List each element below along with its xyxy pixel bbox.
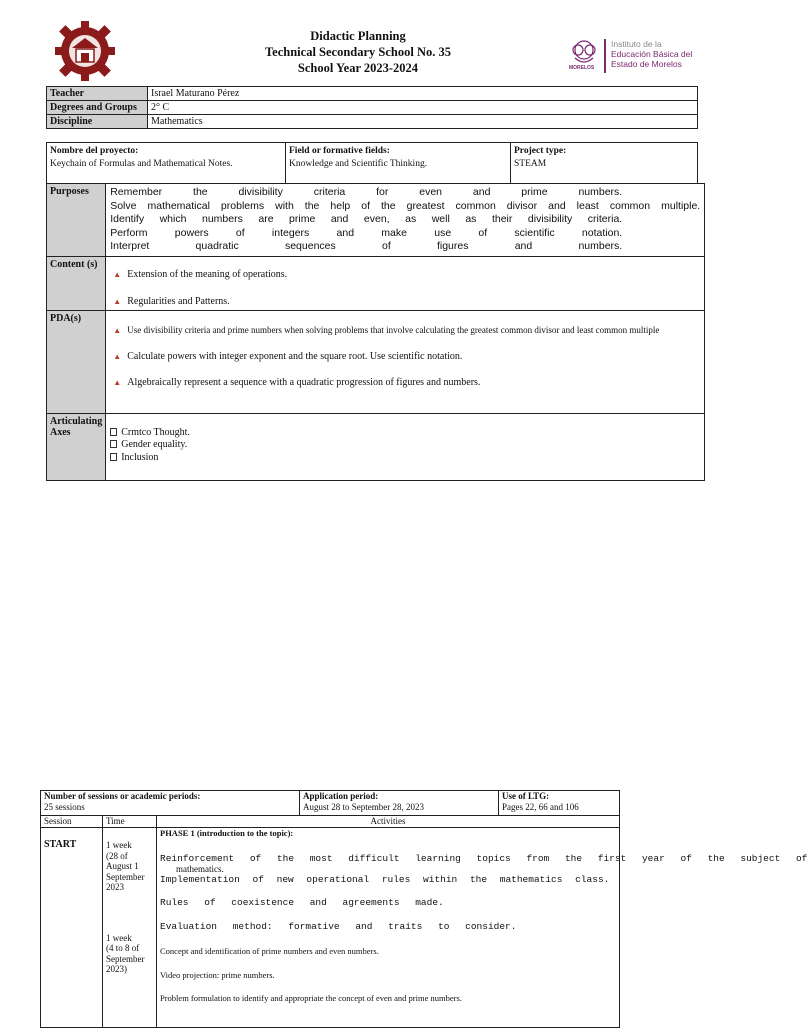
school-logo [54,20,116,82]
teacher-row [47,87,698,101]
activity-line: Rules of coexistence and agreements made. [160,897,444,908]
activity-line: Implementation of new operational rules within the mathematics class. [160,873,610,885]
activity-line: Video projection: prime numbers. [160,969,275,980]
pda-cell [106,310,705,413]
session-start: START [41,828,103,1028]
pda-label: PDA(s) [47,310,106,413]
axes-label: Articulating Axes [47,413,106,480]
activity-line: Problem formulation to identify and appropriate the concept of even and prime numbers. [160,993,462,1003]
teacher-label: Teacher [47,87,148,101]
purposes-cell [106,184,705,257]
phase-title: PHASE 1 (introduction to the topic): [160,828,294,838]
institute-line-3: Estado de Morelos [611,59,682,69]
checkbox-icon [110,440,117,448]
project-table [46,142,698,184]
list-item: ▲ Calculate powers with integer exponent and the square root. Use scientific notation. [113,350,463,362]
pda-row [47,310,705,413]
checkbox-icon [110,428,117,436]
list-item: Crmtco Thought. [110,427,700,440]
title-line-3: School Year 2023-2024 [297,61,419,75]
degrees-label: Degrees and Groups [47,101,148,115]
bullet-icon: ▲ [113,269,122,279]
content-label: Content (s) [47,256,106,310]
list-item: Gender equality. [110,439,700,452]
discipline-row [47,115,698,129]
activity-line: mathematics. [176,864,224,874]
institute-badge: MORELOS [569,65,595,71]
purpose-line: Remember the divisibility criteria for even and prime numbers. [110,186,623,198]
bullet-icon: ▲ [113,325,122,335]
time-cell: 1 week (28 of August 1 September 2023 1 week (4 to 8 of September 2023) [103,828,157,1028]
bullet-icon: ▲ [113,377,122,387]
project-type-cell [511,143,698,184]
col-session: Session [41,816,103,828]
list-item: Inclusion [110,452,700,465]
checkbox-icon [110,453,117,461]
activity-line: Evaluation method: formative and traits to consider. [160,920,517,932]
title-line-1: Didactic Planning [310,29,406,43]
teacher-info-table [46,86,698,129]
list-item: ▲ Algebraically represent a sequence with a quadratic progression of figures and numbers. [113,376,481,388]
sessions-table [40,790,807,1028]
activity-line: Reinforcement of the most difficult learning topics from the first year of the subject of [160,852,807,864]
field-cell [286,143,511,184]
list-item: ▲ Regularities and Patterns. [113,295,230,307]
teacher-value: Israel Maturano Pérez [148,87,698,101]
field-label: Field or formative fields: [289,146,390,156]
content-row [47,256,705,310]
axes-cell [106,413,705,480]
degrees-value: 2° C [148,101,698,115]
purpose-line: Identify which numbers are prime and even, as well as their divisibility criteria. [110,213,623,225]
content-cell [106,256,705,310]
project-name-cell [47,143,286,184]
purpose-line: Perform powers of integers and make use of scientific notation. [110,226,623,239]
activities-cell [157,828,807,1028]
project-type-value: STEAM [514,159,547,169]
title-line-2: Technical Secondary School No. 35 [264,45,451,59]
institute-line-2: Educación Básica del [611,49,693,59]
institute-line-1: Instituto de la [611,39,662,49]
purpose-line: Solve mathematical problems with the help of the greatest common divisor and least common multiple. [110,199,701,212]
column-header-row [41,816,620,828]
list-item: ▲ Use divisibility criteria and prime numbers when solving problems that involve calculating the greatest common divisor and least common multiple [113,324,660,335]
col-activities: Activities [157,816,620,828]
bullet-icon: ▲ [113,296,122,306]
document-title [200,28,516,76]
activity-line: Concept and identification of prime numbers and even numbers. [160,946,379,956]
application-period-cell: Application period: August 28 to September 28, 2023 [300,791,499,816]
institute-logo [566,36,716,76]
planning-table [46,183,705,481]
session-row [41,828,620,1028]
axes-row [47,413,705,480]
discipline-label: Discipline [47,115,148,129]
sessions-count-cell: Number of sessions or academic periods: 25 sessions [41,791,300,816]
bullet-icon: ▲ [113,351,122,361]
project-name-label: Nombre del proyecto: [50,146,139,156]
col-time: Time [103,816,157,828]
ltg-cell: Use of LTG: Pages 22, 66 and 106 [499,791,620,816]
purpose-line: Interpret quadratic sequences of figures and numbers. [110,240,623,252]
project-name-value: Keychain of Formulas and Mathematical Notes. [50,159,233,169]
project-type-label: Project type: [514,146,567,156]
degrees-row [47,101,698,115]
purposes-label: Purposes [47,184,106,257]
list-item: ▲ Extension of the meaning of operations. [113,268,288,280]
purposes-row [47,184,705,257]
sessions-header-row [41,791,620,816]
field-value: Knowledge and Scientific Thinking. [289,159,428,169]
discipline-value: Mathematics [148,115,698,129]
